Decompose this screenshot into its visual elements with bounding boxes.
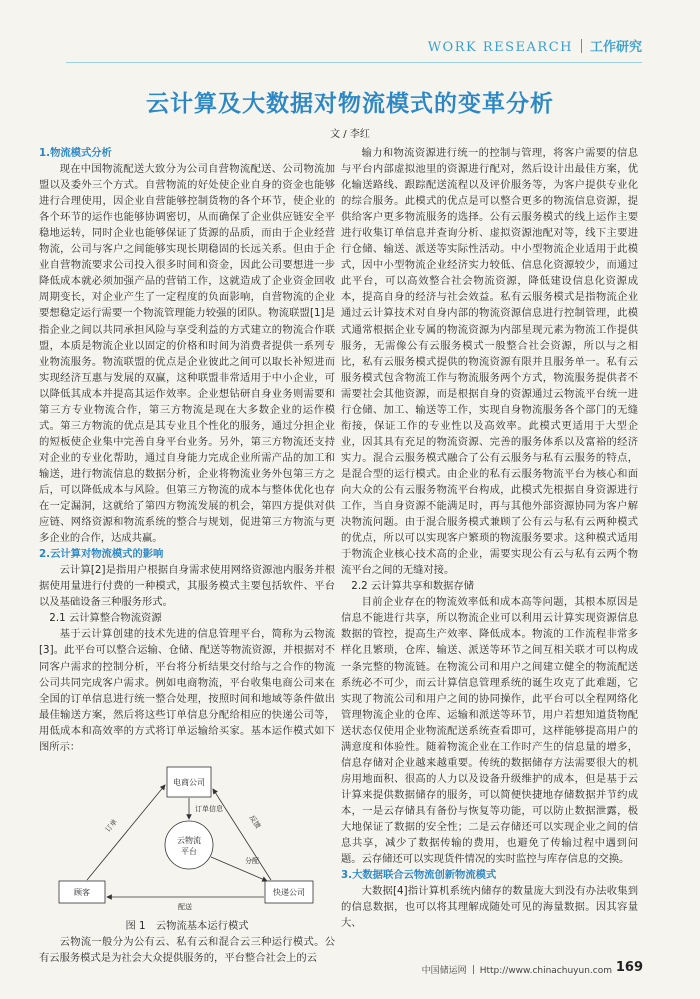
paragraph: 基于云计算创建的技术先进的信息管理平台，简称为云物流[3]。此平台可以整合运输、仓储、配送等物流资源，并根据对不同客户需求的控制分析，平台将分析结果交付给与之合作的物流公司共同完成客户需求。例如电商物流，平台收集电商公司来在全国的订单信息进行统一整合处理，按照时间和地域等条件做出最佳输送方案，然后将这些订单信息分配给相应的快递公司等，用低成本和高效率的方式将订单运输给买家。基本运作模式如下图所示： bbox=[39, 628, 335, 753]
heading-2-2: 2.2 云计算共享和数据存储 bbox=[351, 580, 474, 593]
left-column bbox=[39, 145, 335, 966]
footer-divider bbox=[473, 965, 474, 974]
section-header-zh: 工作研究 bbox=[589, 40, 642, 55]
heading-2: 2.云计算对物流模式的影响 bbox=[39, 548, 164, 561]
heading-1: 1.物流模式分析 bbox=[39, 147, 112, 159]
node-ecommerce-label: 电商公司 bbox=[173, 777, 205, 787]
right-column bbox=[341, 145, 638, 931]
paragraph: 目前企业存在的物流效率低和成本高等问题，其根本原因是信息不能进行共享，所以物流企业可以利用云计算实现资源信息数据的管控，提高生产效率、降低成本。物流的工作流程非常多样化且繁琐，仓库、输送、派送等环节之间互相关联才可以构成一条完整的物流链。在物流公司和用户之间建立健全的物流配送系统必不可少，而云计算信息管理系统的诞生攻克了此难题，它实现了物流公司和用户之间的协同操作，此平台可以全程网络化管理物流企业的仓库、运输和派送等环节，用户若想知道货物配送状态仅使用企业物流配送系统查看即可，这样能够提高用户的满意度和体验性。随着物流企业在工作时产生的信息量的增多，信息存储对企业越来越重要。传统的数据储存方法需要很大的机房用地面积、很高的人力以及设备升级维护的成本，但是基于云计算来提供数据储存的服务，可以简便快捷地存储数据并节约成本，一是云存储具有备份与恢复等功能，可以防止数据泄露，极大地保证了数据的安全性；二是云存储还可以实现企业之间的信息共享，减少了数据传输的费用，也避免了传输过程中遇到问题。云存储还可以实现货件情况的实时监控与库存信息的交换。 bbox=[341, 596, 638, 866]
cloud-logistics-diagram bbox=[39, 761, 335, 916]
node-cloud-platform bbox=[165, 821, 213, 869]
header-divider bbox=[581, 39, 582, 53]
footer-site bbox=[422, 963, 612, 976]
figure-1 bbox=[39, 761, 335, 934]
paragraph: 现在中国物流配送大致分为公司自营物流配送、公司物流加盟以及委外三个方式。自营物流的好处使企业自身的资金也能够进行合理使用，因企业自营能够控制货物的各个环节，使企业的各个环节的运作也能够协调密切，从而确保了企业供应链安全平稳地运转，同时企业也能够保证了货源的品质，而由于企业经营物流，公司与客户之间能够实现长期稳固的长远关系。但由于企业自营物流要求公司投入很多时间和资金，因此公司要想进一步降低成本就必须加强产品的营销工作，这就造成了企业资金回收周期变长，对企业产生了一定程度的负面影响，自营物流的企业要想稳定运行需要一个物流管理能力较强的团队。物流联盟[1]是指企业之间以共同承担风险与享受利益的方式建立的物流合作联盟，本质是物流企业以固定的价格和时间为消费者提供一系列专业物流服务。物流联盟的优点是企业彼此之间可以取长补短进而实现经济互惠与发展的双赢，这种联盟非常适用于中小企业，可以降低其成本并提高其运作效率。企业想钻研自身业务则需要和第三方专业物流合作，第三方物流是现在大多数企业的运作模式。第三方物流的优点是其专业且个性化的服务，通过分担企业的短板使企业集中完善自身平台业务。另外，第三方物流还支持对企业的专业化帮助，通过自身能力完成企业所需产品的加工和输送，进行物流信息的数据分析，企业将物流业务外包第三方之后，可以降低成本与风险。但第三方物流的成本与整体优化也存在一定漏洞，这就给了第四方物流发展的机会，第四方提供对供应链、网络资源和物流系统的整合与规划，促进第三方物流与更多企业的合作，达成共赢。 bbox=[39, 163, 335, 545]
label-order: 订单 bbox=[103, 817, 120, 834]
label-feedback: 反馈 bbox=[247, 813, 262, 830]
paragraph: 云计算[2]是指用户根据自身需求使用网络资源池内服务并根据使用量进行付费的一种模式，其服务模式主要包括软件、平台以及基础设备三种服务形式。 bbox=[39, 564, 335, 609]
article-title: 云计算及大数据对物流模式的变革分析 bbox=[146, 90, 554, 117]
footer-journal: 中国储运网 bbox=[421, 966, 467, 976]
heading-3: 3.大数据联合云物流创新物流模式 bbox=[341, 869, 497, 882]
footer-url: Http://www.chinachuyun.com bbox=[479, 966, 612, 976]
arrow-feedback bbox=[213, 789, 271, 880]
section-header bbox=[428, 35, 642, 57]
paragraph: 大数据[4]指计算机系统内储存的数量庞大到没有办法收集到的信息数据，也可以将其理解成随处可见的海量数据。因其容量大、 bbox=[341, 885, 638, 930]
figure-caption: 图 1 云物流基本运行模式 bbox=[125, 919, 249, 932]
label-delivery: 配送 bbox=[178, 902, 192, 911]
page-footer bbox=[0, 960, 700, 976]
paragraph: 输力和物流资源进行统一的控制与管理，将客户需要的信息与平台内部虚拟池里的资源进行配对，然后设计出最佳方案，优化输送路线、跟踪配送流程以及评价服务等，为客户提供专业化的综合服务。此模式的优点是可以整合更多的物流信息资源，提供给客户更多物流服务的选择。公有云服务模式的线上运作主要进行收集订单信息并查询分析、虚拟资源池配对等，线下主要进行仓储、输送、派送等实际性活动。中小型物流企业适用于此模式，因中小型物流企业经济实力较低、信息化资源较少，而通过此平台，可以高效整合社会物流资源，降低建设信息化资源成本，提高自身的经济与社会效益。私有云服务模式是指物流企业通过云计算技术对自身内部的物流资源信息进行控制管理，此模式通常根据企业专属的物流资源为内部星现元素为物流工作提供服务，无需像公有云服务模式一般整合社会资源，所以与之相比，私有云服务模式提供的物流资源有限并且服务单一。私有云服务模式包含物流工作与物流服务两个方式，物流服务提供者不需要社会其他资源，而是根据自身的资源通过云物流平台统一进行仓储、加工、输送等工作，实现自身物流服务各个部门的无缝衔接，保证工作的专业性以及高效率。此模式更适用于大型企业，因其具有充足的物流资源、完善的服务体系以及富裕的经济实力。混合云服务模式融合了公有云服务与私有云服务的特点，是混合型的运行模式。由企业的私有云服务物流平台为核心和面向大众的公有云服务物流平台构成，此模式先根据自身资源进行工作，当自身资源不能满足时，再与其他外部资源协同为客户解决物流问题。由于混合服务模式兼顾了公有云与私有云两种模式的优点，所以可以实现客户繁琐的物流服务要求。这种模式适用于物流企业核心技术高的企业，需要实现公有云与私有云两个物流平台之间的无缝对接。 bbox=[341, 147, 638, 577]
article-byline: 文 / 李红 bbox=[330, 129, 370, 140]
node-customer-label: 顾客 bbox=[74, 887, 90, 897]
node-cloud-platform-line2: 平台 bbox=[181, 846, 197, 856]
node-cloud-platform-line1: 云物流 bbox=[177, 835, 201, 845]
label-order-info: 订单信息 bbox=[195, 804, 223, 813]
section-header-en: WORK RESEARCH bbox=[427, 40, 573, 55]
heading-2-1: 2.1 云计算整合物流资源 bbox=[49, 612, 162, 625]
label-assign: 分配 bbox=[245, 856, 259, 865]
node-courier-label: 快递公司 bbox=[273, 887, 305, 897]
page-number: 169 bbox=[615, 960, 643, 975]
arrow-order bbox=[87, 785, 165, 880]
paragraph: 云物流一般分为公有云、私有云和混合云三种运行模式。公有云服务模式是为社会大众提供服务的，平台整合社会上的云 bbox=[39, 935, 335, 964]
header-rule bbox=[66, 62, 642, 63]
